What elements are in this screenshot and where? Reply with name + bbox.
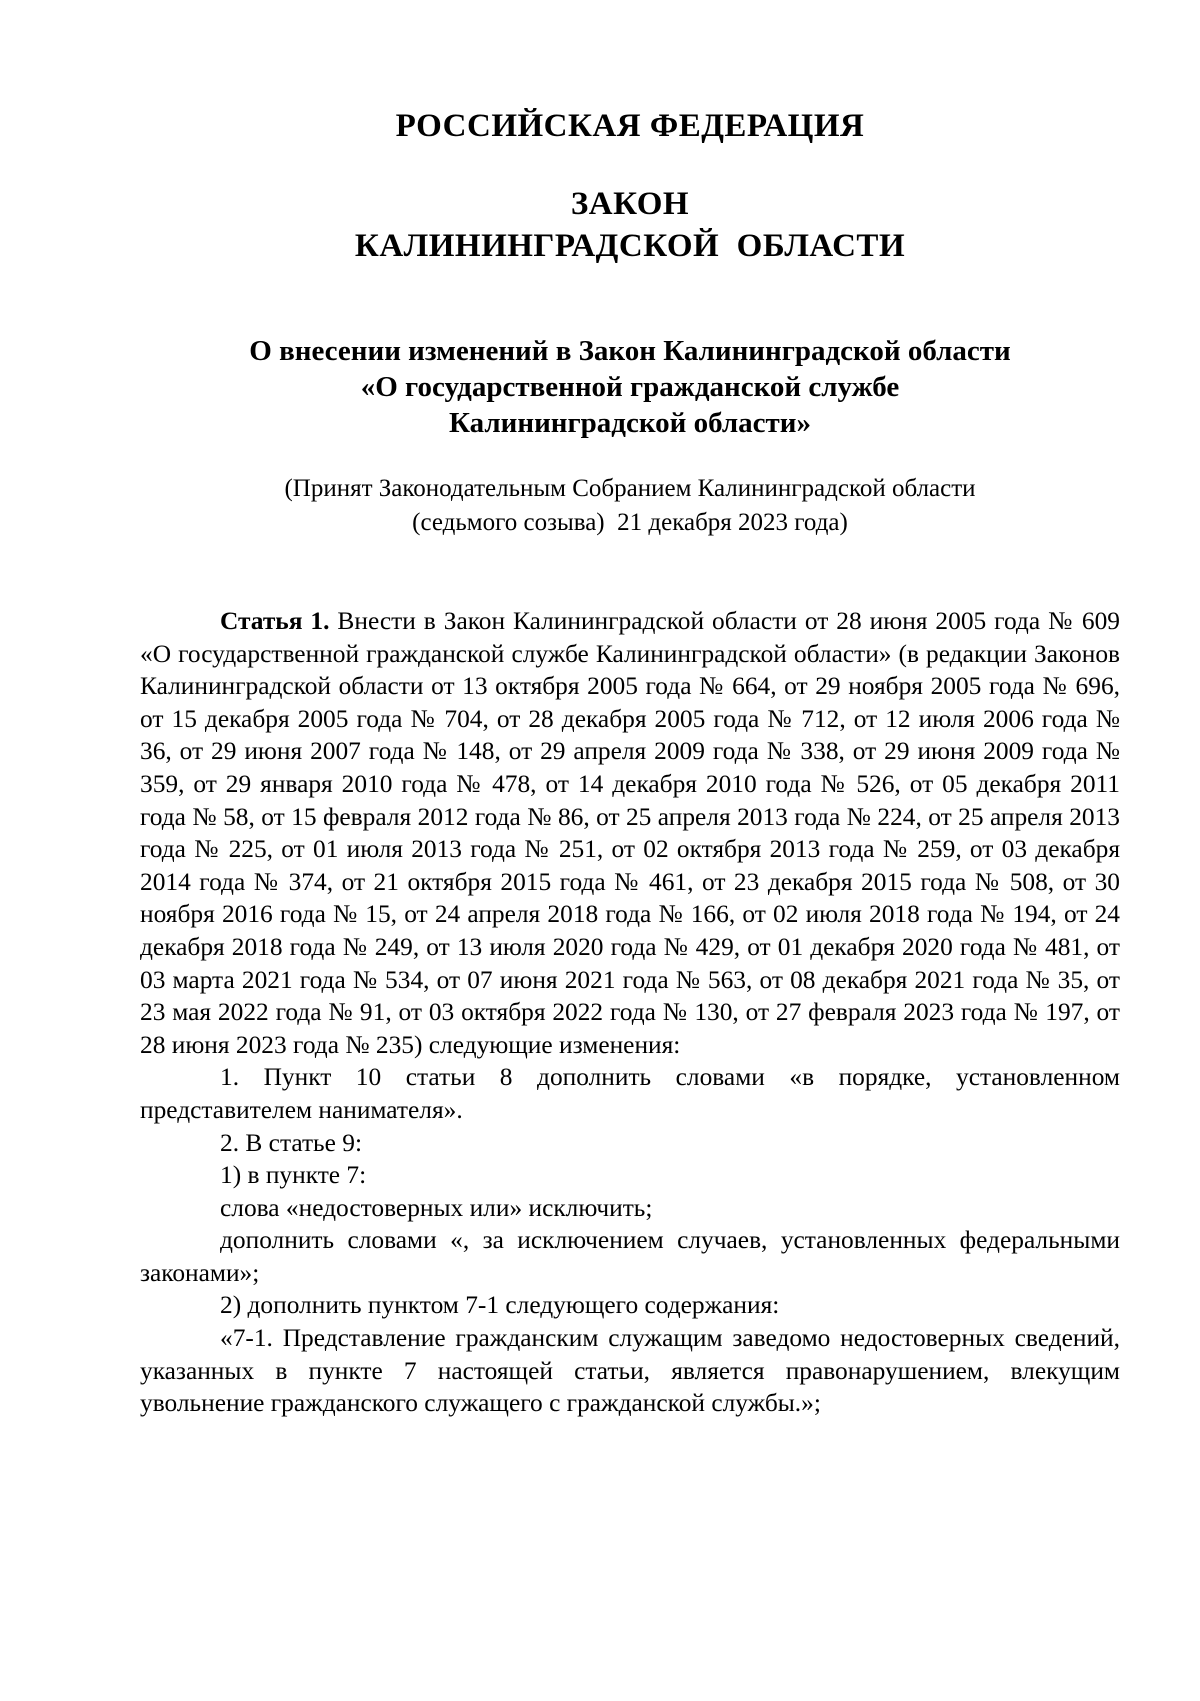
law-type-heading <box>140 183 1120 267</box>
article-1-paragraph-1: 1. Пункт 10 статьи 8 дополнить словами «в порядке, установленном представителем нанимателя». <box>140 1063 1120 1124</box>
adoption-note <box>150 472 1110 540</box>
article-1-label: Статья 1. <box>220 607 330 635</box>
law-title <box>150 333 1110 441</box>
law-title-line-3: Калининградской области» <box>448 407 811 439</box>
country-heading <box>140 106 1120 146</box>
adoption-note-line-1: (Принят Законодательным Собранием Калининградской области <box>284 475 976 502</box>
article-1-intro-text: Внести в Закон Калининградской области от 28 июня 2005 года № 609 «О государственной гражданской службе Калининградской области» (в редакции Законов Калининградской области от 13 октября 2005 года № 664, от 29 ноября 2005 года № 696, от 15 декабря 2005 года № 704, от 28 декабря 2005 года № 712, от 12 июля 2006 года № 36, от 29 июня 2007 года № 148, от 29 апреля 2009 года № 338, от 29 июня 2009 года № 359, от 29 января 2010 года № 478, от 14 декабря 2010 года № 526, от 05 декабря 2011 года № 58, от 15 февраля 2012 года № 86, от 25 апреля 2013 года № 224, от 25 апреля 2013 года № 225, от 01 июля 2013 года № 251, от 02 октября 2013 года № 259, от 03 декабря 2014 года № 374, от 21 октября 2015 года № 461, от 23 декабря 2015 года № 508, от 30 ноября 2016 года № 15, от 24 апреля 2018 года № 166, от 02 июля 2018 года № 194, от 24 декабря 2018 года № 249, от 13 июля 2020 года № 429, от 01 декабря 2020 года № 481, от 03 марта 2021 года № 534, от 07 июня 2021 года № 563, от 08 декабря 2021 года № 35, от 23 мая 2022 года № 91, от 03 октября 2022 года № 130, от 27 февраля 2023 года № 197, от 28 июня 2023 года № 235) следующие изменения: <box>140 607 1120 1059</box>
article-1-paragraph-7: «7-1. Представление гражданским служащим заведомо недостоверных сведений, указанных в пункте 7 настоящей статьи, является правонарушением, влекущим увольнение гражданского служащего с гражданской службы.»; <box>140 1324 1120 1418</box>
country-name: РОССИЙСКАЯ ФЕДЕРАЦИЯ <box>395 108 865 144</box>
law-body <box>140 605 1120 1420</box>
law-title-line-2: «О государственной гражданской службе <box>360 371 900 403</box>
law-title-line-1: О внесении изменений в Закон Калининградской области <box>249 335 1011 367</box>
law-type-line-1: ЗАКОН <box>570 186 690 222</box>
adoption-note-line-2: (седьмого созыва) 21 декабря 2023 года) <box>412 509 848 536</box>
article-1-paragraph-2: 2. В статье 9: <box>220 1128 363 1157</box>
article-1-paragraph-4: слова «недостоверных или» исключить; <box>220 1193 653 1222</box>
article-1-paragraph-5: дополнить словами «, за исключением случаев, установленных федеральными законами»; <box>140 1226 1120 1287</box>
article-1-intro <box>140 605 1120 1061</box>
article-1-paragraph-3: 1) в пункте 7: <box>220 1161 367 1190</box>
law-type-line-2: КАЛИНИНГРАДСКОЙ ОБЛАСТИ <box>354 228 906 264</box>
article-1-paragraph-6: 2) дополнить пунктом 7-1 следующего содержания: <box>220 1291 780 1320</box>
